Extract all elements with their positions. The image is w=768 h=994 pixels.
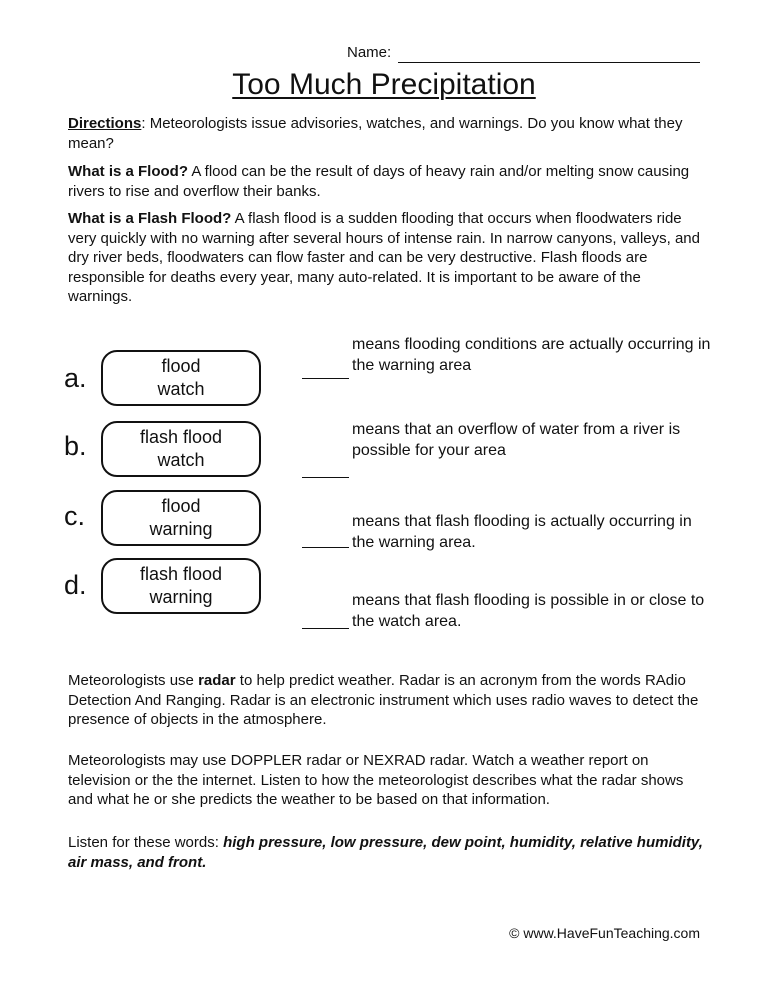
term-line: warning — [149, 587, 213, 607]
flash-flood-paragraph — [68, 209, 708, 307]
term-box-flash-flood-watch — [101, 421, 261, 477]
listen-text: Listen for these words: — [68, 834, 224, 851]
term-letter-c: c. — [64, 501, 86, 531]
term-line: flash flood — [139, 427, 223, 447]
listen-paragraph — [68, 833, 708, 872]
listen-words: high pressure, low pressure, dew point, humidity, relative humidity, air mass, and front. — [68, 834, 703, 871]
definition-2: means that an overflow of water from a river is possible for your area — [352, 421, 681, 459]
term-line: flash flood — [139, 564, 223, 584]
term-line: watch — [157, 450, 205, 470]
term-letter-d: d. — [64, 570, 87, 600]
directions-paragraph — [68, 114, 708, 153]
answer-blank-2[interactable] — [302, 477, 349, 478]
term-box-flood-warning — [101, 490, 261, 546]
page-title: Too Much Precipitation — [232, 68, 536, 101]
flood-paragraph — [68, 162, 708, 201]
radar-keyword: radar — [198, 672, 236, 689]
radar-text-b: to help predict weather. Radar is an acronym from the words RAdio Detection And Ranging. Radar is an electronic instrument which uses radio waves to detect the presence of objects in the atmosphere. — [68, 672, 699, 728]
radar-text-a: Meteorologists use — [68, 672, 199, 689]
answer-blank-4[interactable] — [302, 628, 349, 629]
term-line: warning — [149, 519, 213, 539]
flash-flood-text: A flash flood is a sudden flooding that occurs when floodwaters ride very quickly with no warning after several hours of intense rain. In narrow canyons, valleys, and dry river beds, floodwaters can flow faster and can be very destructive. Flash floods are responsible for deaths every year, many auto-related. It is important to be aware of the warnings. — [68, 210, 700, 305]
answer-blank-1[interactable] — [302, 378, 349, 379]
term-line: watch — [157, 379, 205, 399]
name-field[interactable] — [398, 62, 700, 63]
term-letter-a: a. — [64, 363, 87, 393]
directions-label: Directions — [68, 115, 142, 132]
definition-1: means flooding conditions are actually occurring in the warning area — [352, 336, 711, 374]
definition-3: means that flash flooding is actually occurring in the warning area. — [352, 513, 692, 551]
directions-text: : Meteorologists issue advisories, watches, and warnings. Do you know what they mean? — [68, 115, 683, 152]
term-line: flood — [161, 356, 201, 376]
term-letter-b: b. — [64, 431, 87, 461]
name-label: Name: — [347, 44, 392, 61]
term-box-flash-flood-warning — [101, 558, 261, 614]
flood-text: A flood can be the result of days of heavy rain and/or melting snow causing rivers to rise and overflow their banks. — [68, 163, 690, 200]
term-box-flood-watch — [101, 350, 261, 406]
answer-blank-3[interactable] — [302, 547, 349, 548]
flood-question: What is a Flood? — [68, 163, 188, 180]
doppler-paragraph: Meteorologists may use DOPPLER radar or NEXRAD radar. Watch a weather report on television or the the internet. Listen to how the meteorologist describes what the radar shows and what he or she predicts the weather to be based on that information. — [68, 752, 684, 808]
term-line: flood — [161, 496, 201, 516]
definition-4: means that flash flooding is possible in or close to the watch area. — [352, 592, 705, 630]
flash-flood-question: What is a Flash Flood? — [68, 210, 232, 227]
copyright-credit: © www.HaveFunTeaching.com — [509, 925, 700, 941]
radar-paragraph — [68, 671, 708, 730]
